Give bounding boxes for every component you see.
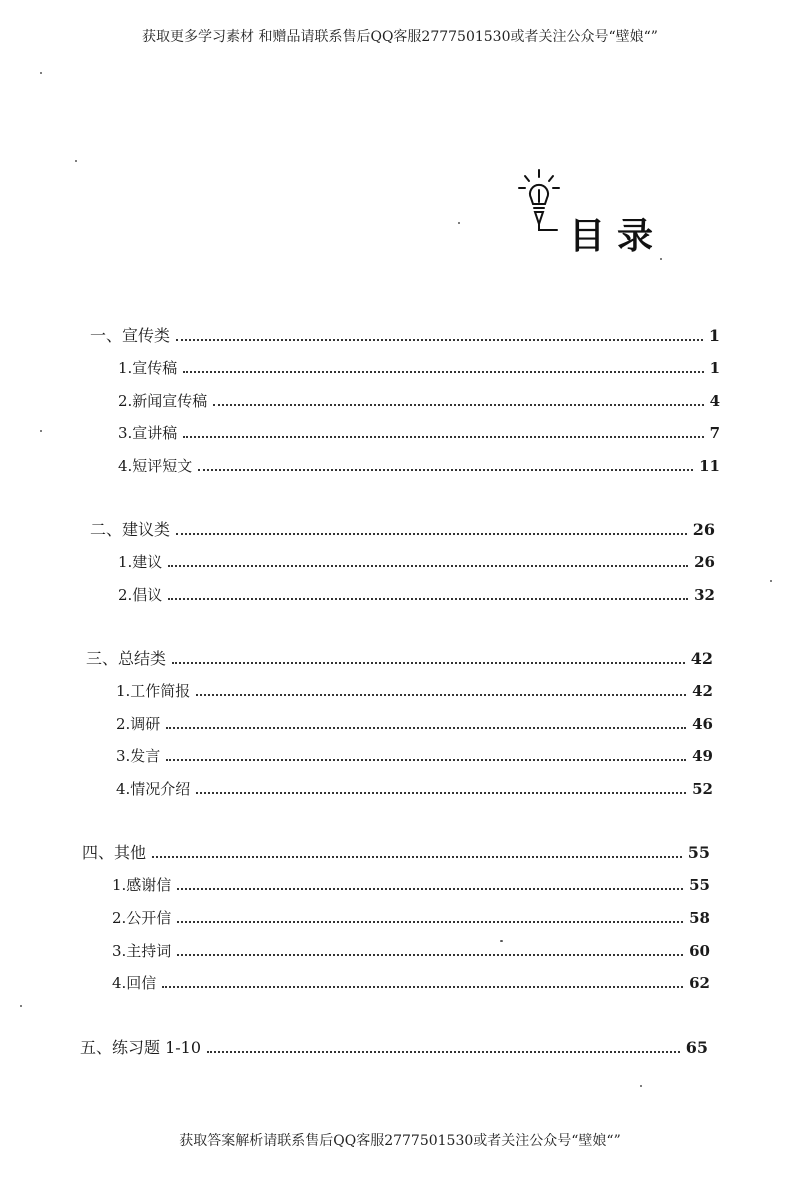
toc-item (118, 420, 720, 442)
toc-page-number: 11 (699, 457, 720, 475)
dot-leader (207, 1051, 680, 1053)
dot-leader (168, 565, 688, 567)
toc-item (116, 678, 713, 700)
toc-section (82, 840, 710, 862)
toc-entry-label: 2.新闻宣传稿 (118, 392, 208, 410)
page-footer: 获取答案解析请联系售后QQ客服2777501530或者关注公众号“壁娘“” (179, 1133, 621, 1149)
toc-page-number: 42 (690, 649, 713, 668)
toc-entry-label: 五、练习题 1-10 (80, 1038, 202, 1057)
toc-page-number: 65 (685, 1038, 708, 1057)
toc-page-number: 62 (689, 974, 710, 992)
dot-leader (177, 888, 683, 890)
dot-leader (168, 598, 688, 600)
toc-item (112, 938, 710, 960)
toc-entry-label: 4.情况介绍 (116, 780, 191, 798)
toc-entry-label: 1.工作简报 (116, 682, 191, 700)
toc-page-number: 1 (708, 326, 720, 345)
toc-entry-label: 3.主持词 (112, 942, 172, 960)
toc-entry-label: 1.宣传稿 (118, 359, 178, 377)
toc-entry-label: 4.短评短文 (118, 457, 193, 475)
toc-entry-label: 2.调研 (116, 715, 161, 733)
toc-page-number: 7 (709, 424, 720, 442)
toc-item (118, 549, 715, 571)
toc-entry-label: 1.建议 (118, 553, 163, 571)
toc-section (90, 323, 720, 345)
toc-entry-label: 3.宣讲稿 (118, 424, 178, 442)
toc-page-number: 46 (692, 715, 713, 733)
toc-item (118, 355, 720, 377)
toc-page-number: 58 (689, 909, 710, 927)
toc-section (86, 646, 713, 668)
toc-item (116, 776, 713, 798)
dot-leader (166, 727, 686, 729)
toc-page-number: 32 (694, 586, 715, 604)
toc-entry-label: 4.回信 (112, 974, 157, 992)
dot-leader (183, 371, 703, 373)
toc-page-number: 49 (692, 747, 713, 765)
dot-leader (152, 856, 682, 858)
toc-item (118, 388, 720, 410)
dot-leader (196, 694, 686, 696)
toc-entry-label: 2.公开信 (112, 909, 172, 927)
dot-leader (198, 469, 693, 471)
lightbulb-pencil-icon (515, 168, 575, 238)
page-title: 目录 (569, 216, 666, 257)
toc-entry-label: 3.发言 (116, 747, 161, 765)
toc-page-number: 55 (687, 843, 710, 862)
toc-page-number: 4 (709, 392, 720, 410)
toc-item (118, 582, 715, 604)
toc-title-block (515, 168, 675, 258)
toc-section (80, 1035, 708, 1057)
toc-page-number: 42 (692, 682, 713, 700)
dot-leader (166, 759, 686, 761)
toc-page-number: 52 (692, 780, 713, 798)
toc-page-number: 26 (694, 553, 715, 571)
dot-leader (183, 436, 703, 438)
dot-leader (176, 533, 687, 535)
dot-leader (176, 339, 703, 341)
toc-page-number: 60 (689, 942, 710, 960)
toc-item (116, 743, 713, 765)
toc-page-number: 1 (709, 359, 720, 377)
toc-entry-label: 二、建议类 (90, 520, 171, 539)
dot-leader (196, 792, 686, 794)
dot-leader (177, 921, 683, 923)
dot-leader (177, 954, 683, 956)
toc-entry-label: 2.倡议 (118, 586, 163, 604)
dot-leader (162, 986, 683, 988)
toc-page-number: 55 (689, 876, 710, 894)
toc-page-number: 26 (692, 520, 715, 539)
toc-entry-label: 三、总结类 (86, 649, 167, 668)
toc-item (112, 872, 710, 894)
page-header: 获取更多学习素材 和赠品请联系售后QQ客服2777501530或者关注公众号“壁娘“” (142, 29, 658, 45)
toc-item (116, 711, 713, 733)
toc-entry-label: 一、宣传类 (90, 326, 171, 345)
toc-item (112, 970, 710, 992)
toc-section (90, 517, 715, 539)
dot-leader (213, 404, 703, 406)
dot-leader (172, 662, 685, 664)
toc-entry-label: 四、其他 (82, 843, 147, 862)
toc-item (112, 905, 710, 927)
toc-entry-label: 1.感谢信 (112, 876, 172, 894)
toc-item (118, 453, 720, 475)
